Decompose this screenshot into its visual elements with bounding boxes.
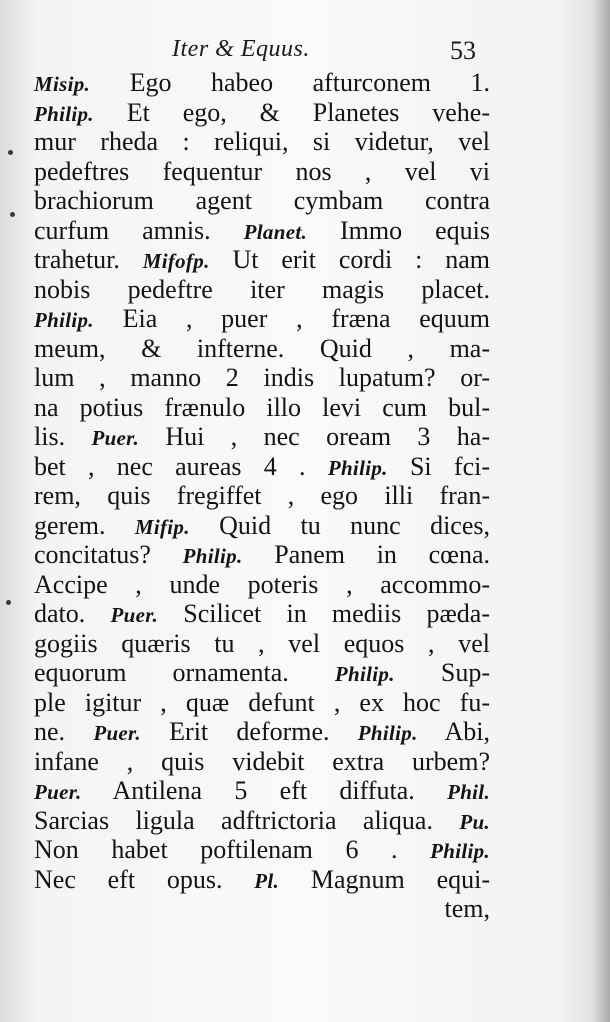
line-text: Magnum equi-	[279, 864, 490, 894]
speaker-label: Puer.	[110, 603, 159, 627]
text-line	[34, 363, 490, 393]
text-line	[34, 865, 490, 895]
text-line	[34, 717, 490, 747]
line-text: tem,	[444, 894, 490, 923]
text-line	[34, 540, 490, 570]
text-line	[34, 245, 490, 275]
line-text: na potius frænulo illo levi cum bul-	[34, 392, 490, 422]
text-line	[34, 481, 490, 511]
line-text: pedeftres fequentur nos , vel vi	[34, 156, 490, 186]
speaker-label: Planet.	[243, 219, 308, 244]
line-text: Ego habeo afturconem 1.	[90, 68, 490, 97]
line-text: bet , nec aureas 4 .	[34, 451, 328, 481]
text-line	[34, 186, 490, 216]
speaker-label: Mifofp.	[142, 249, 210, 273]
line-text: Ut erit cordi : nam	[209, 245, 490, 274]
line-text: dato.	[34, 599, 111, 628]
text-line	[34, 747, 490, 777]
speaker-label: Philip.	[327, 455, 388, 480]
speaker-label: Mifip.	[134, 514, 190, 539]
page-number: 53	[450, 36, 476, 65]
line-text: Nec eft opus.	[34, 864, 255, 894]
text-line	[34, 393, 490, 423]
line-text: curfum amnis.	[34, 215, 244, 245]
text-line	[34, 629, 490, 659]
line-text: ple igitur , quæ defunt , ex hoc fu-	[34, 687, 490, 717]
speaker-label: Philip.	[357, 721, 418, 745]
line-text: Accipe , unde poteris , accommo-	[34, 569, 490, 599]
line-text: Et ego, & Planetes vehe-	[93, 97, 490, 127]
line-text: nobis pedeftre iter magis placet.	[34, 274, 490, 304]
speaker-label: Philip.	[430, 839, 490, 863]
line-text: infane , quis videbit extra urbem?	[34, 746, 490, 776]
text-line	[34, 334, 490, 364]
speaker-label: Puer.	[91, 426, 140, 450]
speaker-label: Misip.	[34, 72, 91, 96]
line-text: rem, quis fregiffet , ego illi fran-	[34, 481, 490, 510]
line-text: Sarcias ligula adftrictoria aliqua.	[34, 805, 460, 835]
text-line	[34, 806, 490, 836]
running-head: Iter & Equus.	[172, 36, 310, 62]
speaker-label: Philip.	[334, 662, 395, 686]
line-text: Eia , puer , fræna equum	[93, 304, 490, 333]
line-text: Antilena 5 eft diffuta.	[81, 776, 448, 805]
line-text: equorum ornamenta.	[34, 658, 335, 687]
line-text: gerem.	[34, 510, 135, 540]
speaker-label: Pu.	[459, 809, 490, 834]
ink-speck	[10, 212, 15, 217]
speaker-label: Puer.	[93, 721, 141, 745]
text-line	[34, 452, 490, 482]
speaker-label: Phil.	[447, 780, 490, 804]
line-text: Quid tu nunc dices,	[189, 510, 490, 540]
line-text: meum, & infterne. Quid , ma-	[34, 333, 490, 363]
line-text: mur rheda : reliqui, si videtur, vel	[34, 127, 490, 156]
text-line	[34, 157, 490, 187]
line-text: Scilicet in mediis pæda-	[158, 599, 490, 628]
text-line	[34, 894, 490, 924]
text-line	[34, 304, 490, 334]
line-text: Abi,	[417, 717, 490, 746]
body-text	[34, 68, 490, 924]
line-text: Sup-	[394, 658, 490, 687]
line-text: Panem in cœna.	[242, 540, 490, 569]
ink-speck	[6, 600, 11, 605]
line-text: concitatus?	[34, 540, 183, 569]
line-text: gogiis quæris tu , vel equos , vel	[34, 628, 490, 658]
line-text: Erit deforme.	[140, 717, 358, 746]
line-text: Si fci-	[387, 451, 490, 481]
line-text: lum , manno 2 indis lupatum? or-	[34, 363, 490, 392]
line-text: Non habet poftilenam 6 .	[34, 835, 431, 864]
speaker-label: Philip.	[34, 308, 94, 332]
speaker-label: Pl.	[254, 868, 280, 893]
text-line	[34, 688, 490, 718]
text-line	[34, 127, 490, 157]
line-text: lis.	[34, 422, 92, 451]
speaker-label: Puer.	[34, 780, 82, 804]
text-line	[34, 216, 490, 246]
text-line	[34, 275, 490, 305]
text-line	[34, 658, 490, 688]
text-line	[34, 599, 490, 629]
line-text: Immo equis	[307, 215, 490, 245]
speaker-label: Philip.	[182, 544, 243, 568]
line-text: Hui , nec oream 3 ha-	[139, 422, 490, 451]
binding-shadow	[592, 0, 610, 1022]
line-text: trahetur.	[34, 245, 143, 274]
ink-speck	[8, 150, 13, 155]
text-line	[34, 422, 490, 452]
line-text: brachiorum agent cymbam contra	[34, 186, 490, 215]
text-line	[34, 835, 490, 865]
speaker-label: Philip.	[34, 101, 94, 126]
line-text: ne.	[34, 717, 94, 746]
text-line	[34, 776, 490, 806]
text-line	[34, 98, 490, 128]
text-line	[34, 570, 490, 600]
text-line	[34, 68, 490, 98]
text-line	[34, 511, 490, 541]
